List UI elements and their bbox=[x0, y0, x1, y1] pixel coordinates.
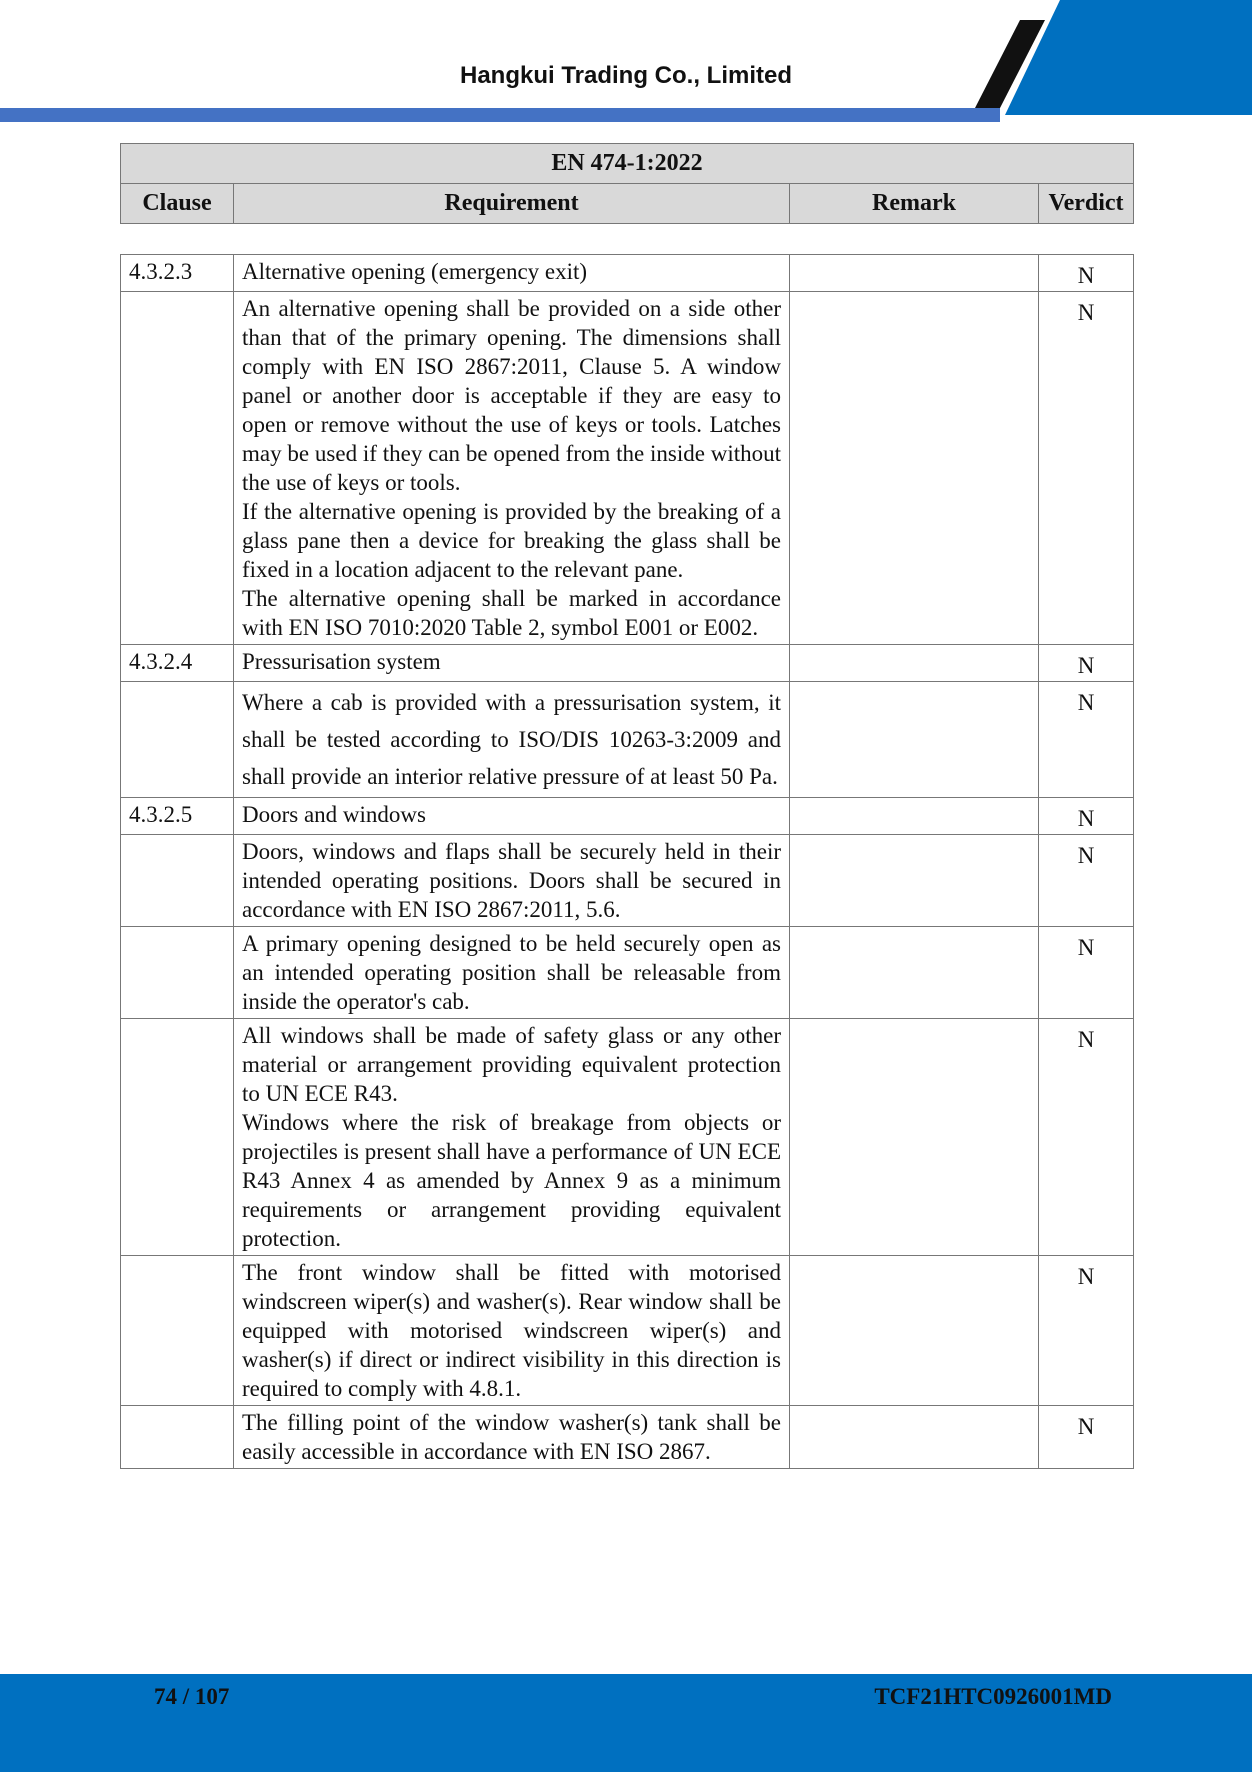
remark-cell bbox=[790, 798, 1039, 835]
clause-cell: 4.3.2.3 bbox=[121, 255, 234, 292]
requirement-cell: Doors and windows bbox=[234, 798, 790, 835]
requirement-paragraph: The filling point of the window washer(s) tank shall be easily accessible in accordance with EN ISO 2867. bbox=[242, 1410, 781, 1464]
requirement-cell: Alternative opening (emergency exit) bbox=[234, 255, 790, 292]
verdict-cell: N bbox=[1039, 798, 1134, 835]
verdict-cell: N bbox=[1039, 927, 1134, 1019]
page-number: 74 / 107 bbox=[154, 1684, 230, 1709]
requirement-paragraph: A primary opening designed to be held securely open as an intended operating position shall be releasable from inside the operator's cab. bbox=[242, 931, 781, 1014]
requirement-cell bbox=[234, 1256, 790, 1406]
requirement-paragraph: Where a cab is provided with a pressurisation system, it shall be tested according to ISO/DIS 10263-3:2009 and shall provide an interior relative pressure of at least 50 Pa. bbox=[242, 690, 781, 789]
remark-cell bbox=[790, 292, 1039, 645]
table-row bbox=[121, 927, 1134, 1019]
table-row bbox=[121, 798, 1134, 835]
clause-cell bbox=[121, 1406, 234, 1469]
requirement-paragraph: All windows shall be made of safety glass or any other material or arrangement providing equivalent protection to UN ECE R43. bbox=[242, 1023, 781, 1106]
header-decoration bbox=[960, 0, 1252, 122]
table-header bbox=[120, 143, 1134, 224]
remark-cell bbox=[790, 682, 1039, 798]
verdict-cell: N bbox=[1039, 1406, 1134, 1469]
remark-cell bbox=[790, 835, 1039, 927]
requirement-cell: Pressurisation system bbox=[234, 645, 790, 682]
requirement-paragraph: An alternative opening shall be provided on a side other than that of the primary opening. The dimensions shall comply with EN ISO 2867:2011, Clause 5. A window panel or another door is acceptable if they are easy to open or remove without the use of keys or tools. Latches may be used if they can be opened from the inside without the use of keys or tools. bbox=[242, 296, 781, 495]
requirement-paragraph: If the alternative opening is provided by the breaking of a glass pane then a device for breaking the glass shall be fixed in a location adjacent to the relevant pane. bbox=[242, 499, 781, 582]
remark-cell bbox=[790, 255, 1039, 292]
remark-cell bbox=[790, 1406, 1039, 1469]
col-remark: Remark bbox=[790, 184, 1039, 224]
requirement-paragraph: Windows where the risk of breakage from objects or projectiles is present shall have a performance of UN ECE R43 Annex 4 as amended by Annex 9 as a minimum requirements or arrangement providing equivalent protection. bbox=[242, 1110, 781, 1251]
col-verdict: Verdict bbox=[1039, 184, 1134, 224]
verdict-cell: N bbox=[1039, 645, 1134, 682]
verdict-cell: N bbox=[1039, 1019, 1134, 1256]
requirement-paragraph: The front window shall be fitted with motorised windscreen wiper(s) and washer(s). Rear window shall be equipped with motorised windscreen wiper(s) and washer(s) if direct or indirect visibility in this direction is required to comply with 4.8.1. bbox=[242, 1260, 781, 1401]
verdict-cell: N bbox=[1039, 1256, 1134, 1406]
header-band bbox=[0, 108, 1000, 122]
remark-cell bbox=[790, 1256, 1039, 1406]
verdict-cell: N bbox=[1039, 292, 1134, 645]
clause-cell bbox=[121, 1019, 234, 1256]
table-row bbox=[121, 835, 1134, 927]
verdict-cell: N bbox=[1039, 255, 1134, 292]
col-clause: Clause bbox=[121, 184, 234, 224]
requirement-cell bbox=[234, 682, 790, 798]
table-row bbox=[121, 292, 1134, 645]
requirement-cell bbox=[234, 927, 790, 1019]
remark-cell bbox=[790, 645, 1039, 682]
requirements-table bbox=[120, 254, 1134, 1469]
verdict-cell: N bbox=[1039, 835, 1134, 927]
requirement-cell bbox=[234, 835, 790, 927]
remark-cell bbox=[790, 927, 1039, 1019]
clause-cell bbox=[121, 682, 234, 798]
table-row bbox=[121, 645, 1134, 682]
clause-cell bbox=[121, 927, 234, 1019]
clause-cell: 4.3.2.5 bbox=[121, 798, 234, 835]
requirement-paragraph: Doors, windows and flaps shall be securely held in their intended operating positions. Doors shall be secured in accordance with EN ISO 2867:2011, 5.6. bbox=[242, 839, 781, 922]
clause-cell bbox=[121, 292, 234, 645]
report-code: TCF21HTC0926001MD bbox=[874, 1684, 1112, 1709]
table-row bbox=[121, 1256, 1134, 1406]
requirement-cell bbox=[234, 1019, 790, 1256]
verdict-cell: N bbox=[1039, 682, 1134, 798]
remark-cell bbox=[790, 1019, 1039, 1256]
requirement-cell bbox=[234, 1406, 790, 1469]
table-row bbox=[121, 255, 1134, 292]
requirement-cell bbox=[234, 292, 790, 645]
requirement-paragraph: The alternative opening shall be marked in accordance with EN ISO 7010:2020 Table 2, symbol E001 or E002. bbox=[242, 586, 781, 640]
clause-cell bbox=[121, 1256, 234, 1406]
clause-cell bbox=[121, 835, 234, 927]
standard-title: EN 474-1:2022 bbox=[121, 144, 1134, 184]
table-row bbox=[121, 1019, 1134, 1256]
header-blue-shape bbox=[1005, 0, 1252, 115]
table-row bbox=[121, 1406, 1134, 1469]
table-row bbox=[121, 682, 1134, 798]
col-requirement: Requirement bbox=[234, 184, 790, 224]
clause-cell: 4.3.2.4 bbox=[121, 645, 234, 682]
company-name: Hangkui Trading Co., Limited bbox=[459, 62, 792, 89]
